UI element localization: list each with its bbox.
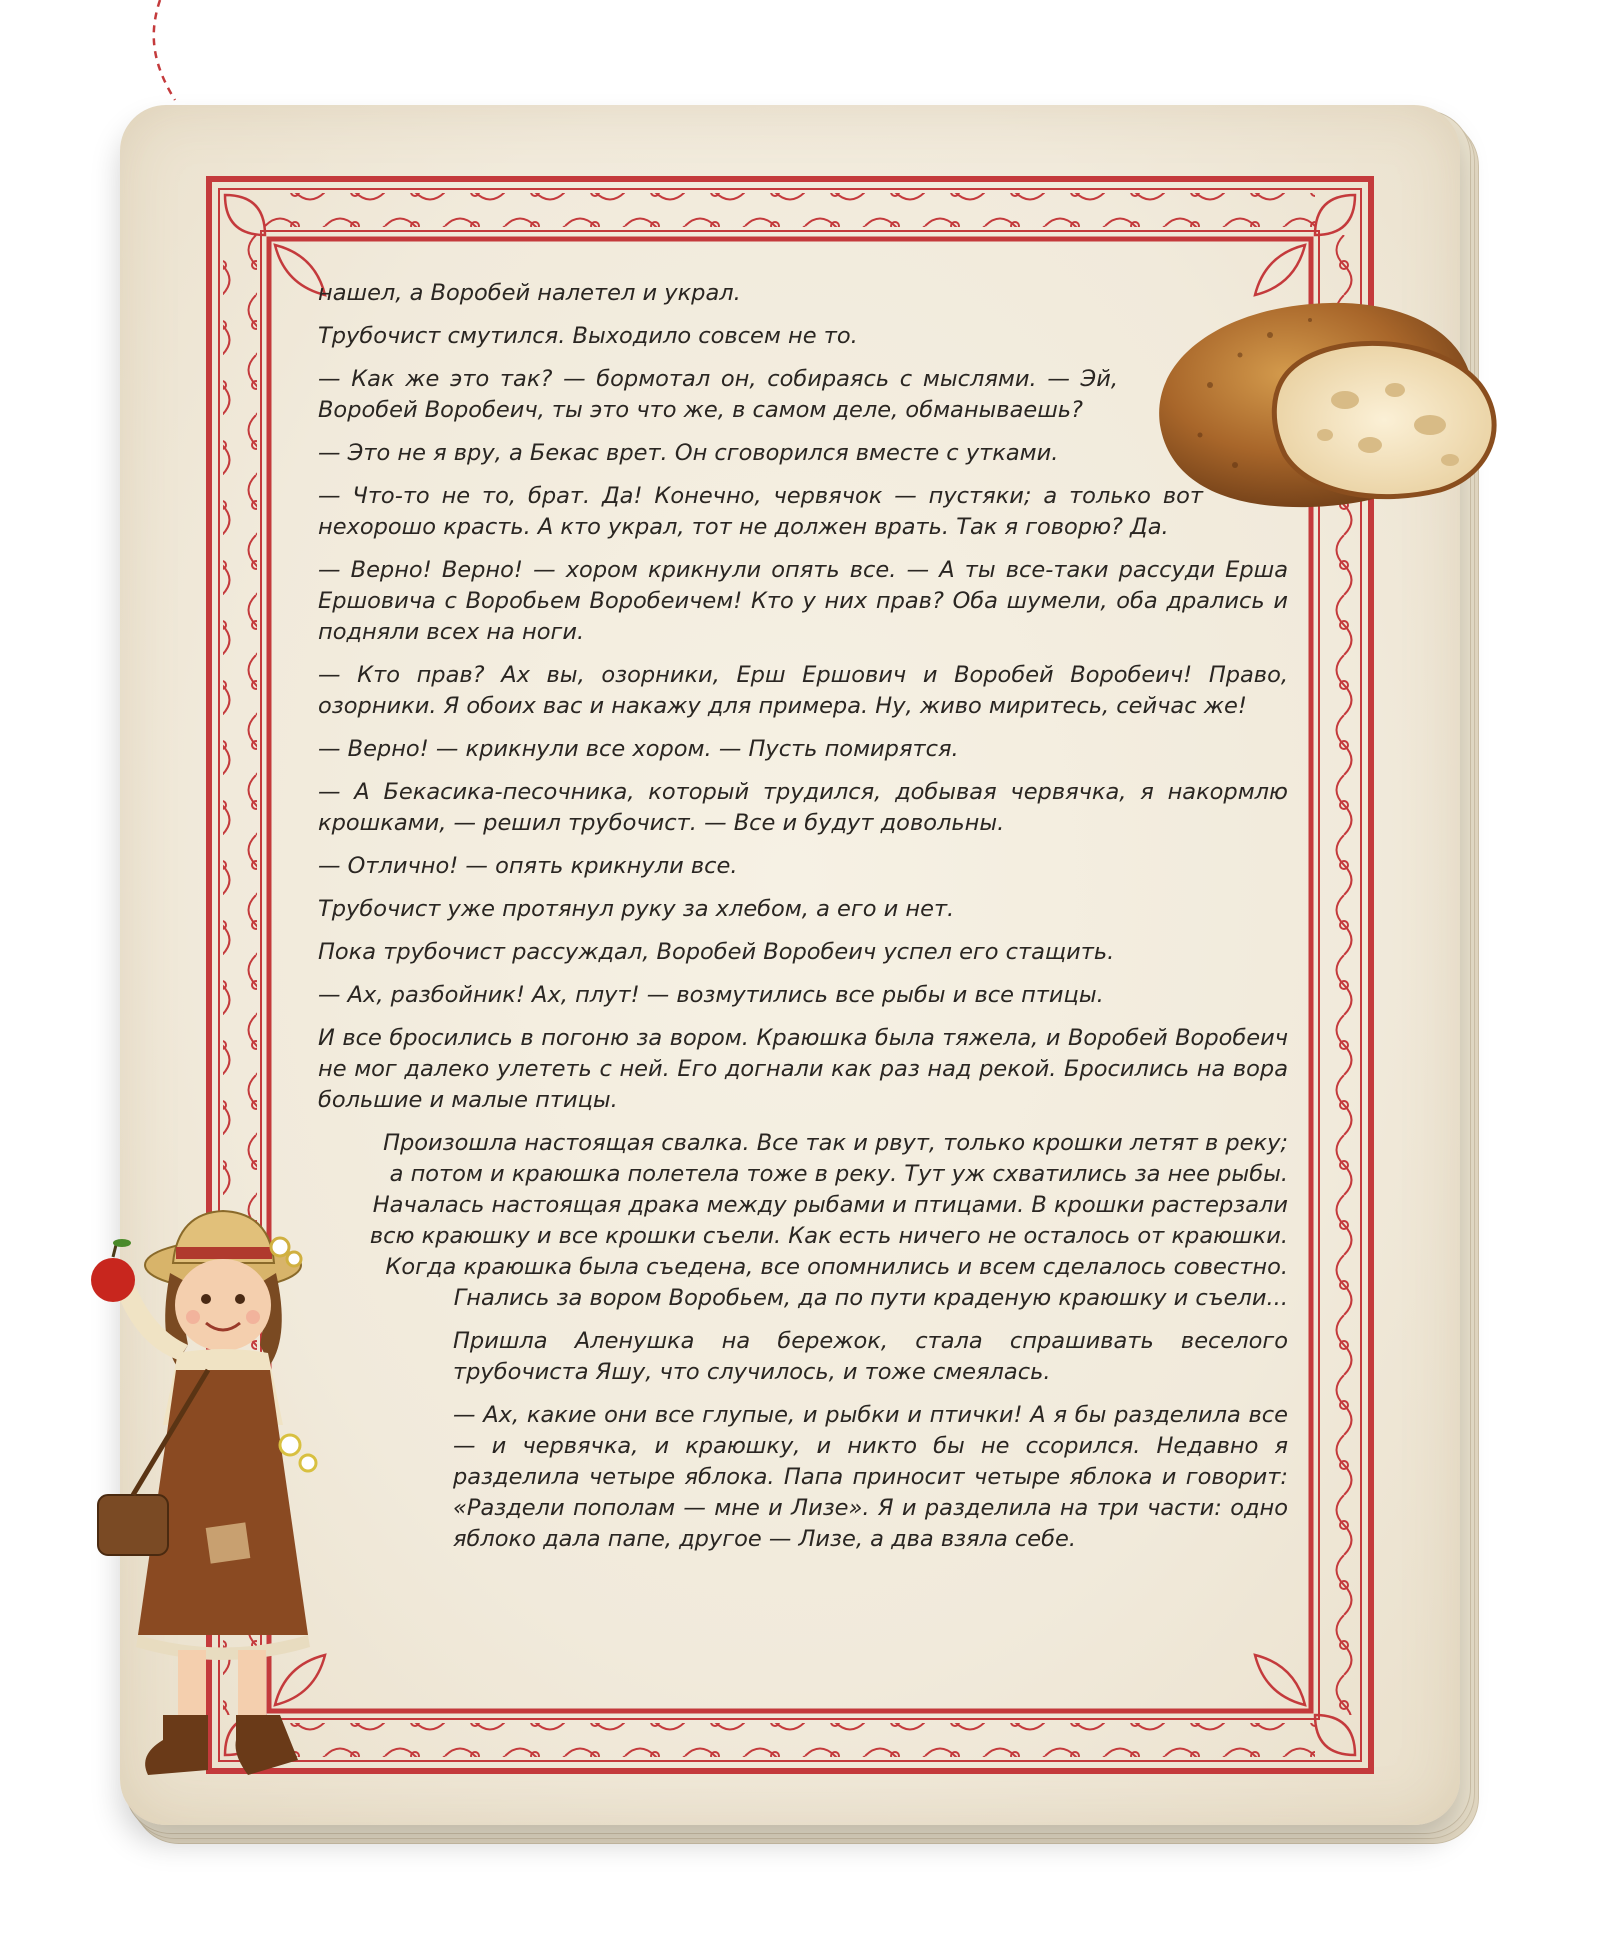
story-paragraph: Трубочист смутился. Выходило совсем не то. — [318, 323, 858, 349]
story-paragraph: Пришла Аленушка на бережок, стала спрашивать веселого трубочиста Яшу, что случилось, и тоже смеялась. — [453, 1328, 1288, 1385]
story-paragraph: — Верно! Верно! — хором крикнули опять все. — А ты все-таки рассуди Ерша Ершовича с Воробьем Воробеичем! Кто у них прав? Оба шумели, оба дрались и подняли всех на ноги. — [318, 557, 1288, 645]
story-paragraph: Произошла настоящая свалка. Все так и рвут, только крошки летят в реку; а потом и краюшка полетела тоже в реку. Тут уж схватились за нее рыбы. Началась настоящая драка между рыбами и птицами. В крошки растерзали всю краюшку и все крошки съели. Как есть ничего не осталось от краюшки. Когда краюшка была съедена, все опомнились и всем сделалось совестно. Гнались за вором Воробьем, да по пути краденую краюшку и съели... — [369, 1130, 1288, 1311]
story-paragraph: — Ах, какие они все глупые, и рыбки и птички! А я бы разделила все — и червячка, и краюшку, и никто бы не ссорился. Недавно я разделила четыре яблока. Папа приносит четыре яблока и говорит: «Раздели пополам — мне и Лизе». Я и разделила на три части: одно яблоко дала папе, другое — Лизе, а два взяла себе. — [453, 1402, 1288, 1552]
story-paragraph: — Верно! — крикнули все хором. — Пусть помирятся. — [318, 736, 959, 762]
dashed-thread-decoration — [0, 0, 260, 120]
bread-loaf-icon — [1140, 275, 1525, 520]
girl-with-apple-illustration — [58, 1195, 358, 1795]
story-paragraph: И все бросились в погоню за вором. Краюшка была тяжела, и Воробей Воробеич не мог далеко улететь с ней. Его догнали как раз над рекой. Бросились на вора большие и малые птицы. — [318, 1025, 1288, 1113]
story-paragraph: Трубочист уже протянул руку за хлебом, а его и нет. — [318, 896, 955, 922]
story-paragraph: Пока трубочист рассуждал, Воробей Воробеич успел его стащить. — [318, 939, 1115, 965]
story-paragraph: — Кто прав? Ах вы, озорники, Ерш Ершович и Воробей Воробеич! Право, озорники. Я обоих вас и накажу для примера. Ну, живо миритесь, сейчас же! — [318, 662, 1288, 719]
story-paragraph: — Ах, разбойник! Ах, плут! — возмутились все рыбы и все птицы. — [318, 982, 1104, 1008]
story-paragraph: — А Бекасика-песочника, который трудился, добывая червячка, я накормлю крошками, — решил трубочист. — Все и будут довольны. — [318, 779, 1288, 836]
story-paragraph: — Как же это так? — бормотал он, собираясь с мыслями. — Эй, Воробей Воробеич, ты это что же, в самом деле, обманываешь? — [318, 366, 1118, 423]
story-paragraph: нашел, а Воробей налетел и украл. — [318, 280, 741, 306]
story-paragraph: — Это не я вру, а Бекас врет. Он сговорился вместе с утками. — [318, 440, 1059, 466]
story-paragraph: — Что-то не то, брат. Да! Конечно, червячок — пустяки; а только вот нехорошо красть. А кто украл, тот не должен врать. Так я говорю? Да. — [318, 483, 1203, 540]
story-paragraph: — Отлично! — опять крикнули все. — [318, 853, 738, 879]
